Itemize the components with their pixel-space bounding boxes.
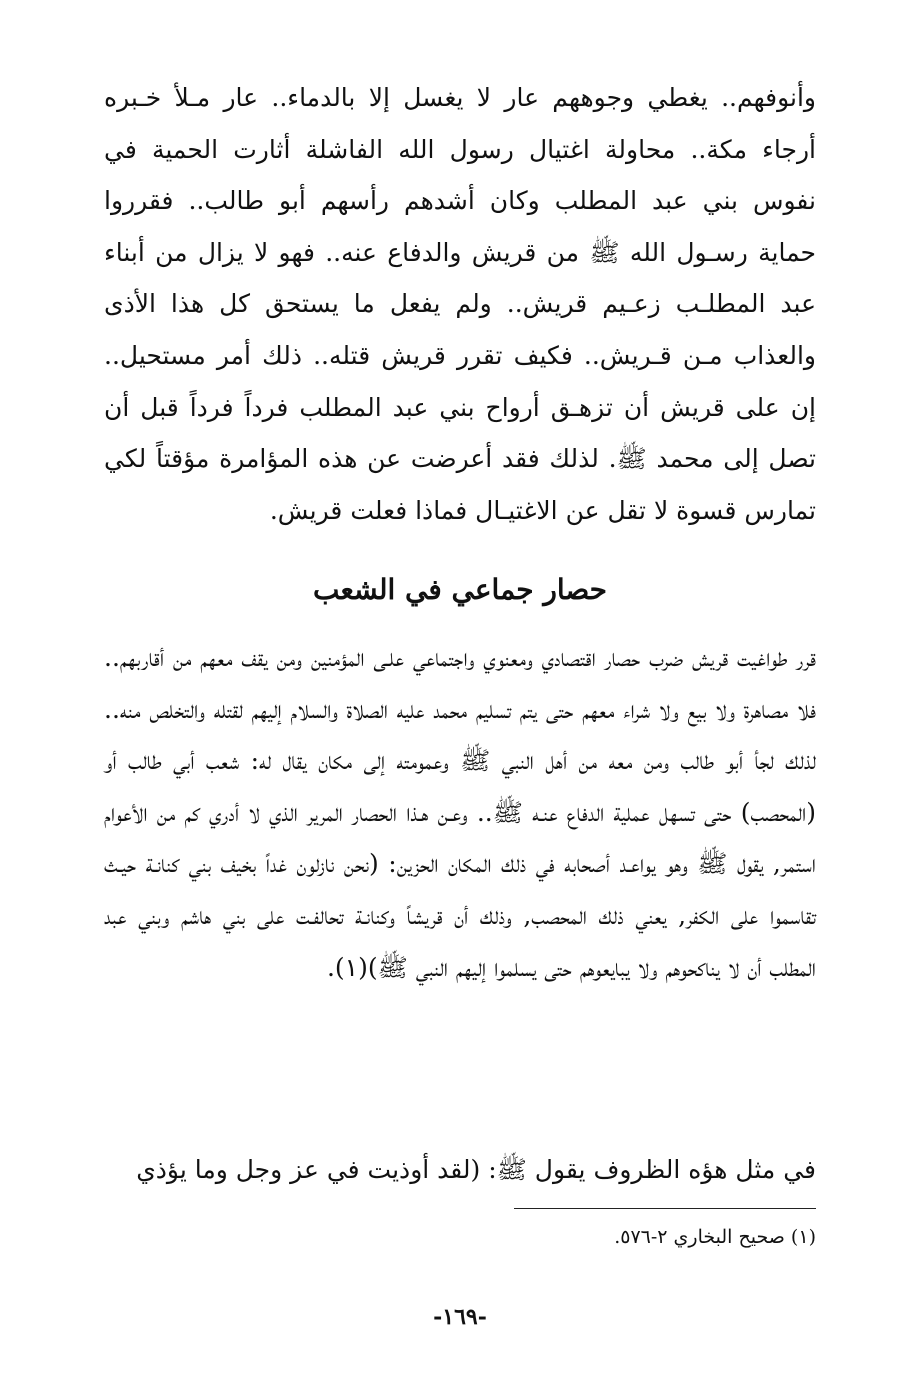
body-paragraph-3: في مثل هؤه الظروف يقول ﷺ: (لقد أوذيت في عز وجل وما يؤذي: [136, 1155, 816, 1184]
page-number: -١٦٩-: [433, 1304, 487, 1330]
body-paragraph-2-text: قرر طواغيت قريش ضرب حصار اقتصادي ومعنوي واجتماعي علـى المؤمنين ومن يقف معهم من أقاربهم.. فلا مصاهرة ولا بيع ولا شراء معهم حتى يتم تسليم محمد عليه الصلاة والسلام إليهم لقتله والتخلص منه.. لذلك لجأ أبو طالب ومن معه من أهل النبي ﷺ وعمومته إلى مكان يقال له: شعب أبي طالب أو (المحصب) حتى تسهل عملية الدفاع عنـه ﷺ.. وعـن هـذا الحصار المرير الذي لا أدري كم من الأعوام استمر, يقول ﷺ وهو يواعـد أصحابه في ذلك المكان الحزين: (نحن نازلون غداً بخيف بني كنانـة حيـث تقاسموا على الكفر, يعني ذلك المحصب, وذلك أن قريشاً وكنانـة تحالفـت على بني هاشم وبني عبد المطلب أن لا يناكحوهم ولا يبايعوهم حتى يسلموا إليهم النبي ﷺ): [104, 643, 816, 982]
body-paragraph-1: وأنوفهم.. يغطي وجوههم عار لا يغسل إلا بالدماء.. عار مـلأ خـبره أرجاء مكة.. محاولة اغتيال رسول الله الفاشلة أثارت الحمية في نفوس بني عبد المطلب وكان أشدهم رأسهم أبو طالب.. فقرروا حماية رسـول الله ﷺ من قريش والدفاع عنه.. فهو لا يزال من أبناء عبد المطلـب زعـيم قريش.. ولم يفعل ما يستحق كل هذا الأذى والعذاب مـن قـريش.. فكيف تقرر قريش قتله.. ذلك أمر مستحيل.. إن على قريش أن تزهـق أرواح بني عبد المطلب فرداً فرداً قبل أن تصل إلى محمد ﷺ. لذلك فقد أعرضت عن هذه المؤامرة مؤقتاً لكي تمارس قسوة لا تقل عن الاغتيـال فماذا فعلت قريش.: [104, 83, 817, 525]
body-paragraph-2: [104, 632, 816, 993]
footnote: (١) صحيح البخاري ٢-٥٧٦.: [614, 1226, 816, 1248]
section-heading: حصار جماعي في الشعب: [313, 573, 607, 606]
footnote-divider: [514, 1208, 816, 1209]
footnote-reference: (١).: [326, 952, 368, 982]
